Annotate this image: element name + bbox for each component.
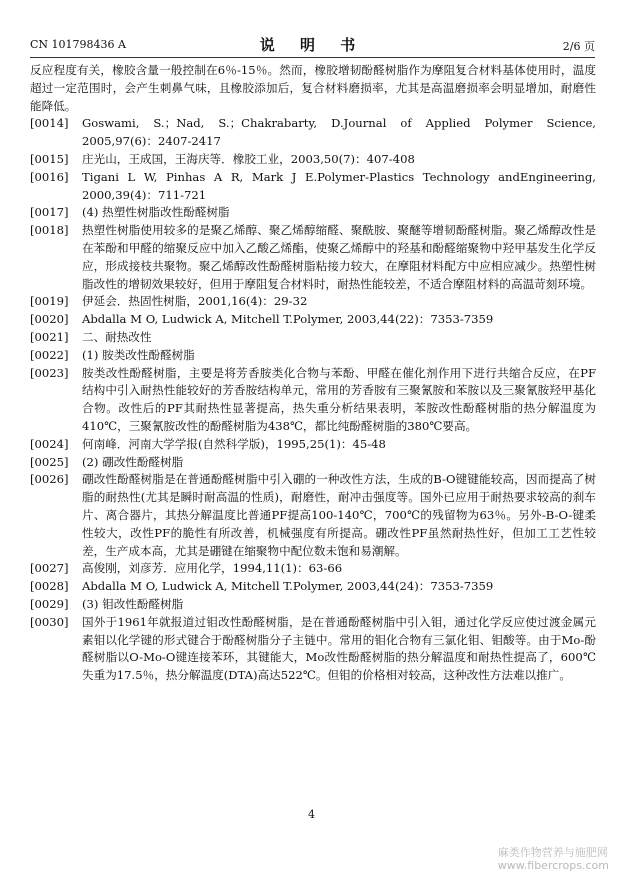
paragraph-text: Goswami, S.；Nad, S.；Chakrabarty, D.Journal of Applied Polymer Science, 2005,97(6)：2407-2417 <box>82 116 596 149</box>
numbered-paragraph <box>30 560 596 578</box>
numbered-paragraph <box>30 454 596 472</box>
paragraph-number: [0024] <box>30 436 69 451</box>
paragraph-text: 庄光山，王成国，王海庆等．橡胶工业，2003,50(7)：407-408 <box>82 151 415 166</box>
paragraph-number: [0015] <box>30 151 69 166</box>
numbered-paragraph <box>30 614 596 685</box>
paragraph-number: [0025] <box>30 454 69 469</box>
paragraph-text: Tigani L W, Pinhas A R, Mark J E.Polymer-Plastics Technology andEngineering, 2000,39(4)：711-721 <box>82 169 596 202</box>
paragraph-number: [0028] <box>30 579 69 594</box>
paragraph-text: 热塑性树脂使用较多的是聚乙烯醇、聚乙烯醇缩醛、聚酰胺、聚醚等增韧酚醛树脂。聚乙烯醇改性是在苯酚和甲醛的缩聚反应中加入乙酸乙烯酯，使聚乙烯醇中的羟基和酚醛缩聚物中羟甲基发生化学反应，形成接枝共聚物。聚乙烯醇改性酚醛树脂粘接力较大，在摩阻材料配方中应相应减少。热塑性树脂改性的增韧效果较好，但用于摩阻复合材料时，耐热性能较差，不适合摩阻材料的高温苛刻环境。 <box>82 223 596 291</box>
numbered-paragraph <box>30 471 596 560</box>
paragraph-number: [0018] <box>30 223 69 238</box>
paragraph-number: [0027] <box>30 561 69 576</box>
numbered-paragraph <box>30 222 596 293</box>
paragraph-text: Abdalla M O, Ludwick A, Mitchell T.Polymer, 2003,44(22)：7353-7359 <box>82 312 494 327</box>
paragraph-text: 伊延会．热固性树脂，2001,16(4)：29-32 <box>82 294 308 309</box>
numbered-paragraph <box>30 365 596 436</box>
paragraph-text: (2) 硼改性酚醛树脂 <box>82 454 184 469</box>
paragraph-number: [0016] <box>30 169 69 184</box>
numbered-paragraph <box>30 311 596 329</box>
paragraph-number: [0023] <box>30 365 69 380</box>
paragraph-text: Abdalla M O, Ludwick A, Mitchell T.Polymer, 2003,44(24)：7353-7359 <box>82 579 494 594</box>
patent-number: CN 101798436 A <box>30 38 126 51</box>
paragraph-text: (3) 钼改性酚醛树脂 <box>82 596 184 611</box>
numbered-paragraph <box>30 596 596 614</box>
paragraph-text: (4) 热塑性树脂改性酚醛树脂 <box>82 205 230 220</box>
numbered-paragraph <box>30 578 596 596</box>
paragraph-text: 胺类改性酚醛树脂，主要是将芳香胺类化合物与苯酚、甲醛在催化剂作用下进行共缩合反应，在PF结构中引入耐热性能较好的芳香胺结构单元，常用的芳香胺有三聚氰胺和苯胺以及三聚氰胺羟甲基化合物。改性后的PF其耐热性显著提高，热失重分析结果表明，苯胺改性酚醛树脂的热分解温度为410℃，三聚氰胺改性的酚醛树脂为438℃，都比纯酚醛树脂的380℃要高。 <box>82 365 596 433</box>
numbered-paragraph <box>30 329 596 347</box>
numbered-paragraph <box>30 115 596 151</box>
continued-paragraph: 反应程度有关，橡胶含量一般控制在6％-15％。然而，橡胶增韧酚醛树脂作为摩阻复合材料基体使用时，温度超过一定范围时，会产生刺鼻气味，且橡胶添加后，复合材料磨损率，尤其是高温磨损率会明显增加，耐磨性能降低。 <box>30 63 596 113</box>
paragraph-number: [0019] <box>30 294 69 309</box>
header-divider <box>30 57 595 58</box>
paragraph-number: [0029] <box>30 596 69 611</box>
paragraph-text: (1) 胺类改性酚醛树脂 <box>82 347 195 362</box>
numbered-paragraph <box>30 293 596 311</box>
paragraph-number: [0026] <box>30 472 69 487</box>
watermark-site-name: 麻类作物营养与施肥网 <box>497 846 608 859</box>
paragraph-text: 国外于1961年就报道过钼改性酚醛树脂，是在普通酚醛树脂中引入钼，通过化学反应使过渡金属元素钼以化学键的形式键合于酚醛树脂分子主链中。常用的钼化合物有三氯化钼、钼酸等。由于Mo-酚醛树脂以O-Mo-O键连接苯环，其键能大，Mo改性酚醛树脂的热分解温度和耐热性提高了，600℃失重为17.5％，热分解温度(DTA)高达522℃。但钼的价格相对较高，这种改性方法难以推广。 <box>82 614 596 683</box>
document-title: 说 明 书 <box>259 36 366 54</box>
document-body <box>30 62 596 685</box>
site-watermark <box>498 846 609 872</box>
paragraph-number: [0020] <box>30 312 69 327</box>
paragraph-text: 硼改性酚醛树脂是在普通酚醛树脂中引入硼的一种改性方法，生成的B-O键键能较高，因而提高了树脂的耐热性(尤其是瞬时耐高温的性质)，耐磨性，耐冲击强度等。国外已应用于耐热要求较高的刹车片、离合器片，其热分解温度比普通PF提高100-140℃，700℃的残留物为63％。另外-B-O-键柔性较大，改性PF的脆性有所改善，机械强度有所提高。硼改性PF虽然耐热性好，但加工工艺性较差，生产成本高，尤其是硼键在缩聚物中配位数未饱和易潮解。 <box>82 472 596 558</box>
numbered-paragraph <box>30 436 596 454</box>
page-header <box>30 36 595 54</box>
paragraph-number: [0030] <box>30 614 69 629</box>
paragraph-text: 何南峰．河南大学学报(自然科学版)，1995,25(1)：45-48 <box>82 436 386 451</box>
numbered-paragraph <box>30 347 596 365</box>
paragraph-number: [0022] <box>30 347 69 362</box>
numbered-paragraph <box>30 151 596 169</box>
numbered-paragraph <box>30 204 596 222</box>
numbered-paragraph <box>30 169 596 205</box>
watermark-url: www.fibercrops.com <box>497 859 609 872</box>
paragraph-number: [0021] <box>30 329 69 344</box>
paragraph-number: [0014] <box>30 116 69 131</box>
paragraph-text: 二、耐热改性 <box>82 329 152 344</box>
paragraph-text: 高俊刚，刘彦芳．应用化学，1994,11(1)：63-66 <box>82 561 343 576</box>
paragraph-number: [0017] <box>30 205 69 220</box>
page-number: 4 <box>308 808 315 821</box>
page-indicator: 2/6 页 <box>562 40 595 53</box>
